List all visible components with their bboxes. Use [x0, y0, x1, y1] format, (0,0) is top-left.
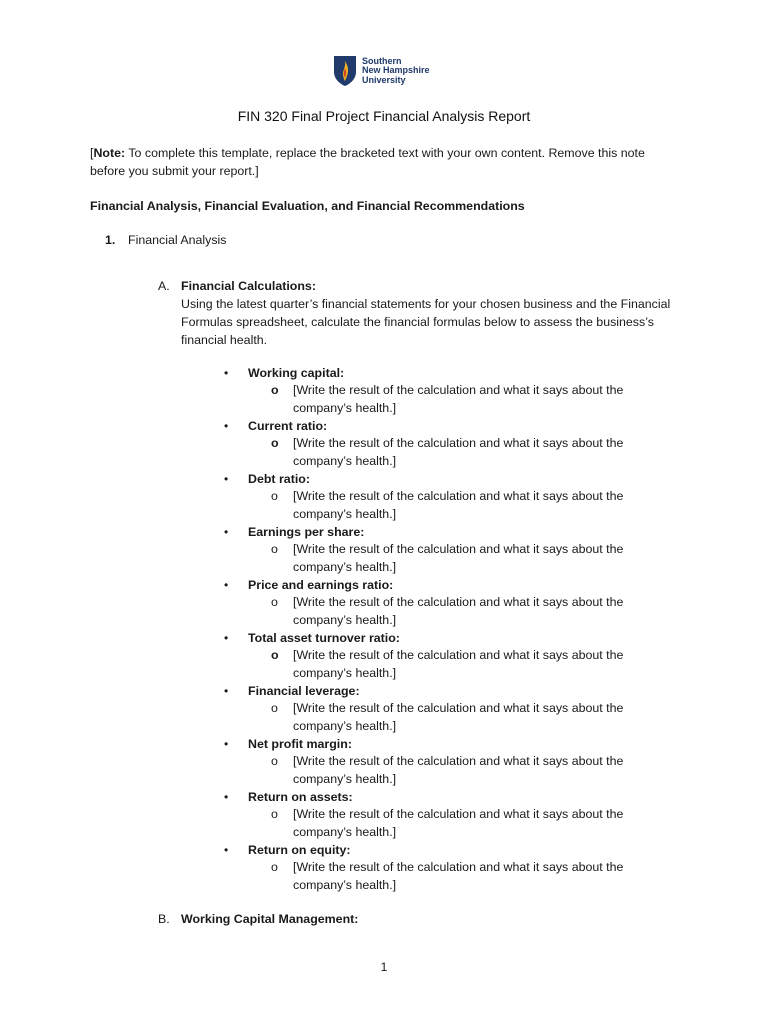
calculation-label: Debt ratio: — [248, 472, 310, 486]
sub-bullet-icon: o — [271, 701, 278, 715]
calculation-item — [0, 841, 768, 894]
sub-bullet-icon: o — [271, 595, 278, 609]
part-a-title: Financial Calculations: — [181, 279, 316, 293]
sub-bullet-icon: o — [271, 754, 278, 768]
sub-bullet-icon: o — [271, 383, 279, 397]
calculation-item — [0, 523, 768, 576]
bullet-icon: • — [224, 578, 229, 592]
calculation-label: Current ratio: — [248, 419, 328, 433]
sub-bullet-icon: o — [271, 436, 279, 450]
calculation-label: Net profit margin: — [248, 737, 352, 751]
note-label: Note: — [93, 146, 126, 160]
part-a-instructions: Using the latest quarter’s financial statements for your chosen business and the Financial Formulas spreadsheet, calculate the financial formulas below to assess the business’s financial health. — [181, 297, 671, 347]
calculation-list — [0, 364, 768, 894]
calculation-item — [0, 417, 768, 470]
part-a-marker: A. — [158, 279, 170, 293]
calculation-item — [0, 682, 768, 735]
template-note — [90, 144, 680, 180]
calculation-item — [0, 735, 768, 788]
calculation-label: Total asset turnover ratio: — [248, 631, 400, 645]
part-b-marker: B. — [158, 912, 170, 926]
page-number: 1 — [380, 960, 388, 974]
calculation-item — [0, 364, 768, 417]
snhu-shield-icon — [333, 55, 357, 87]
sub-bullet-icon: o — [271, 489, 278, 503]
placeholder-text: [Write the result of the calculation and what it says about the company’s health.] — [293, 436, 624, 468]
logo-line-2: New Hampshire — [362, 65, 430, 76]
numbered-item-label: Financial Analysis — [128, 233, 227, 247]
calculation-item — [0, 629, 768, 682]
bullet-icon: • — [224, 843, 229, 857]
document-title: FIN 320 Final Project Financial Analysis Report — [237, 108, 531, 124]
note-text: To complete this template, replace the bracketed text with your own content. Remove this note before you submit your report.] — [90, 146, 645, 178]
bullet-icon: • — [224, 737, 229, 751]
placeholder-text: [Write the result of the calculation and what it says about the company’s health.] — [293, 701, 624, 733]
note-open-bracket: [ — [90, 146, 94, 160]
bullet-icon: • — [224, 472, 229, 486]
placeholder-text: [Write the result of the calculation and what it says about the company’s health.] — [293, 648, 624, 680]
calculation-item — [0, 576, 768, 629]
logo-line-1: Southern — [362, 55, 402, 66]
placeholder-text: [Write the result of the calculation and what it says about the company’s health.] — [293, 807, 624, 839]
calculation-label: Working capital: — [248, 366, 345, 380]
bullet-icon: • — [224, 684, 229, 698]
list-number: 1. — [105, 233, 116, 247]
bullet-icon: • — [224, 366, 229, 380]
bullet-icon: • — [224, 790, 229, 804]
calculation-label: Return on assets: — [248, 790, 353, 804]
placeholder-text: [Write the result of the calculation and what it says about the company’s health.] — [293, 860, 624, 892]
university-logo — [333, 54, 430, 88]
calculation-item — [0, 470, 768, 523]
placeholder-text: [Write the result of the calculation and what it says about the company’s health.] — [293, 383, 624, 415]
sub-bullet-icon: o — [271, 648, 279, 662]
calculation-label: Return on equity: — [248, 843, 351, 857]
calculation-label: Earnings per share: — [248, 525, 365, 539]
placeholder-text: [Write the result of the calculation and what it says about the company’s health.] — [293, 595, 624, 627]
bullet-icon: • — [224, 419, 229, 433]
placeholder-text: [Write the result of the calculation and what it says about the company’s health.] — [293, 542, 624, 574]
sub-bullet-icon: o — [271, 542, 278, 556]
part-b-title: Working Capital Management: — [181, 912, 359, 926]
calculation-item — [0, 788, 768, 841]
bullet-icon: • — [224, 631, 229, 645]
bullet-icon: • — [224, 525, 229, 539]
sub-bullet-icon: o — [271, 807, 278, 821]
placeholder-text: [Write the result of the calculation and what it says about the company’s health.] — [293, 754, 624, 786]
placeholder-text: [Write the result of the calculation and what it says about the company’s health.] — [293, 489, 624, 521]
sub-bullet-icon: o — [271, 860, 278, 874]
calculation-label: Financial leverage: — [248, 684, 360, 698]
calculation-label: Price and earnings ratio: — [248, 578, 394, 592]
section-heading: Financial Analysis, Financial Evaluation, and Financial Recommendations — [90, 199, 525, 213]
logo-line-3: University — [362, 74, 406, 85]
